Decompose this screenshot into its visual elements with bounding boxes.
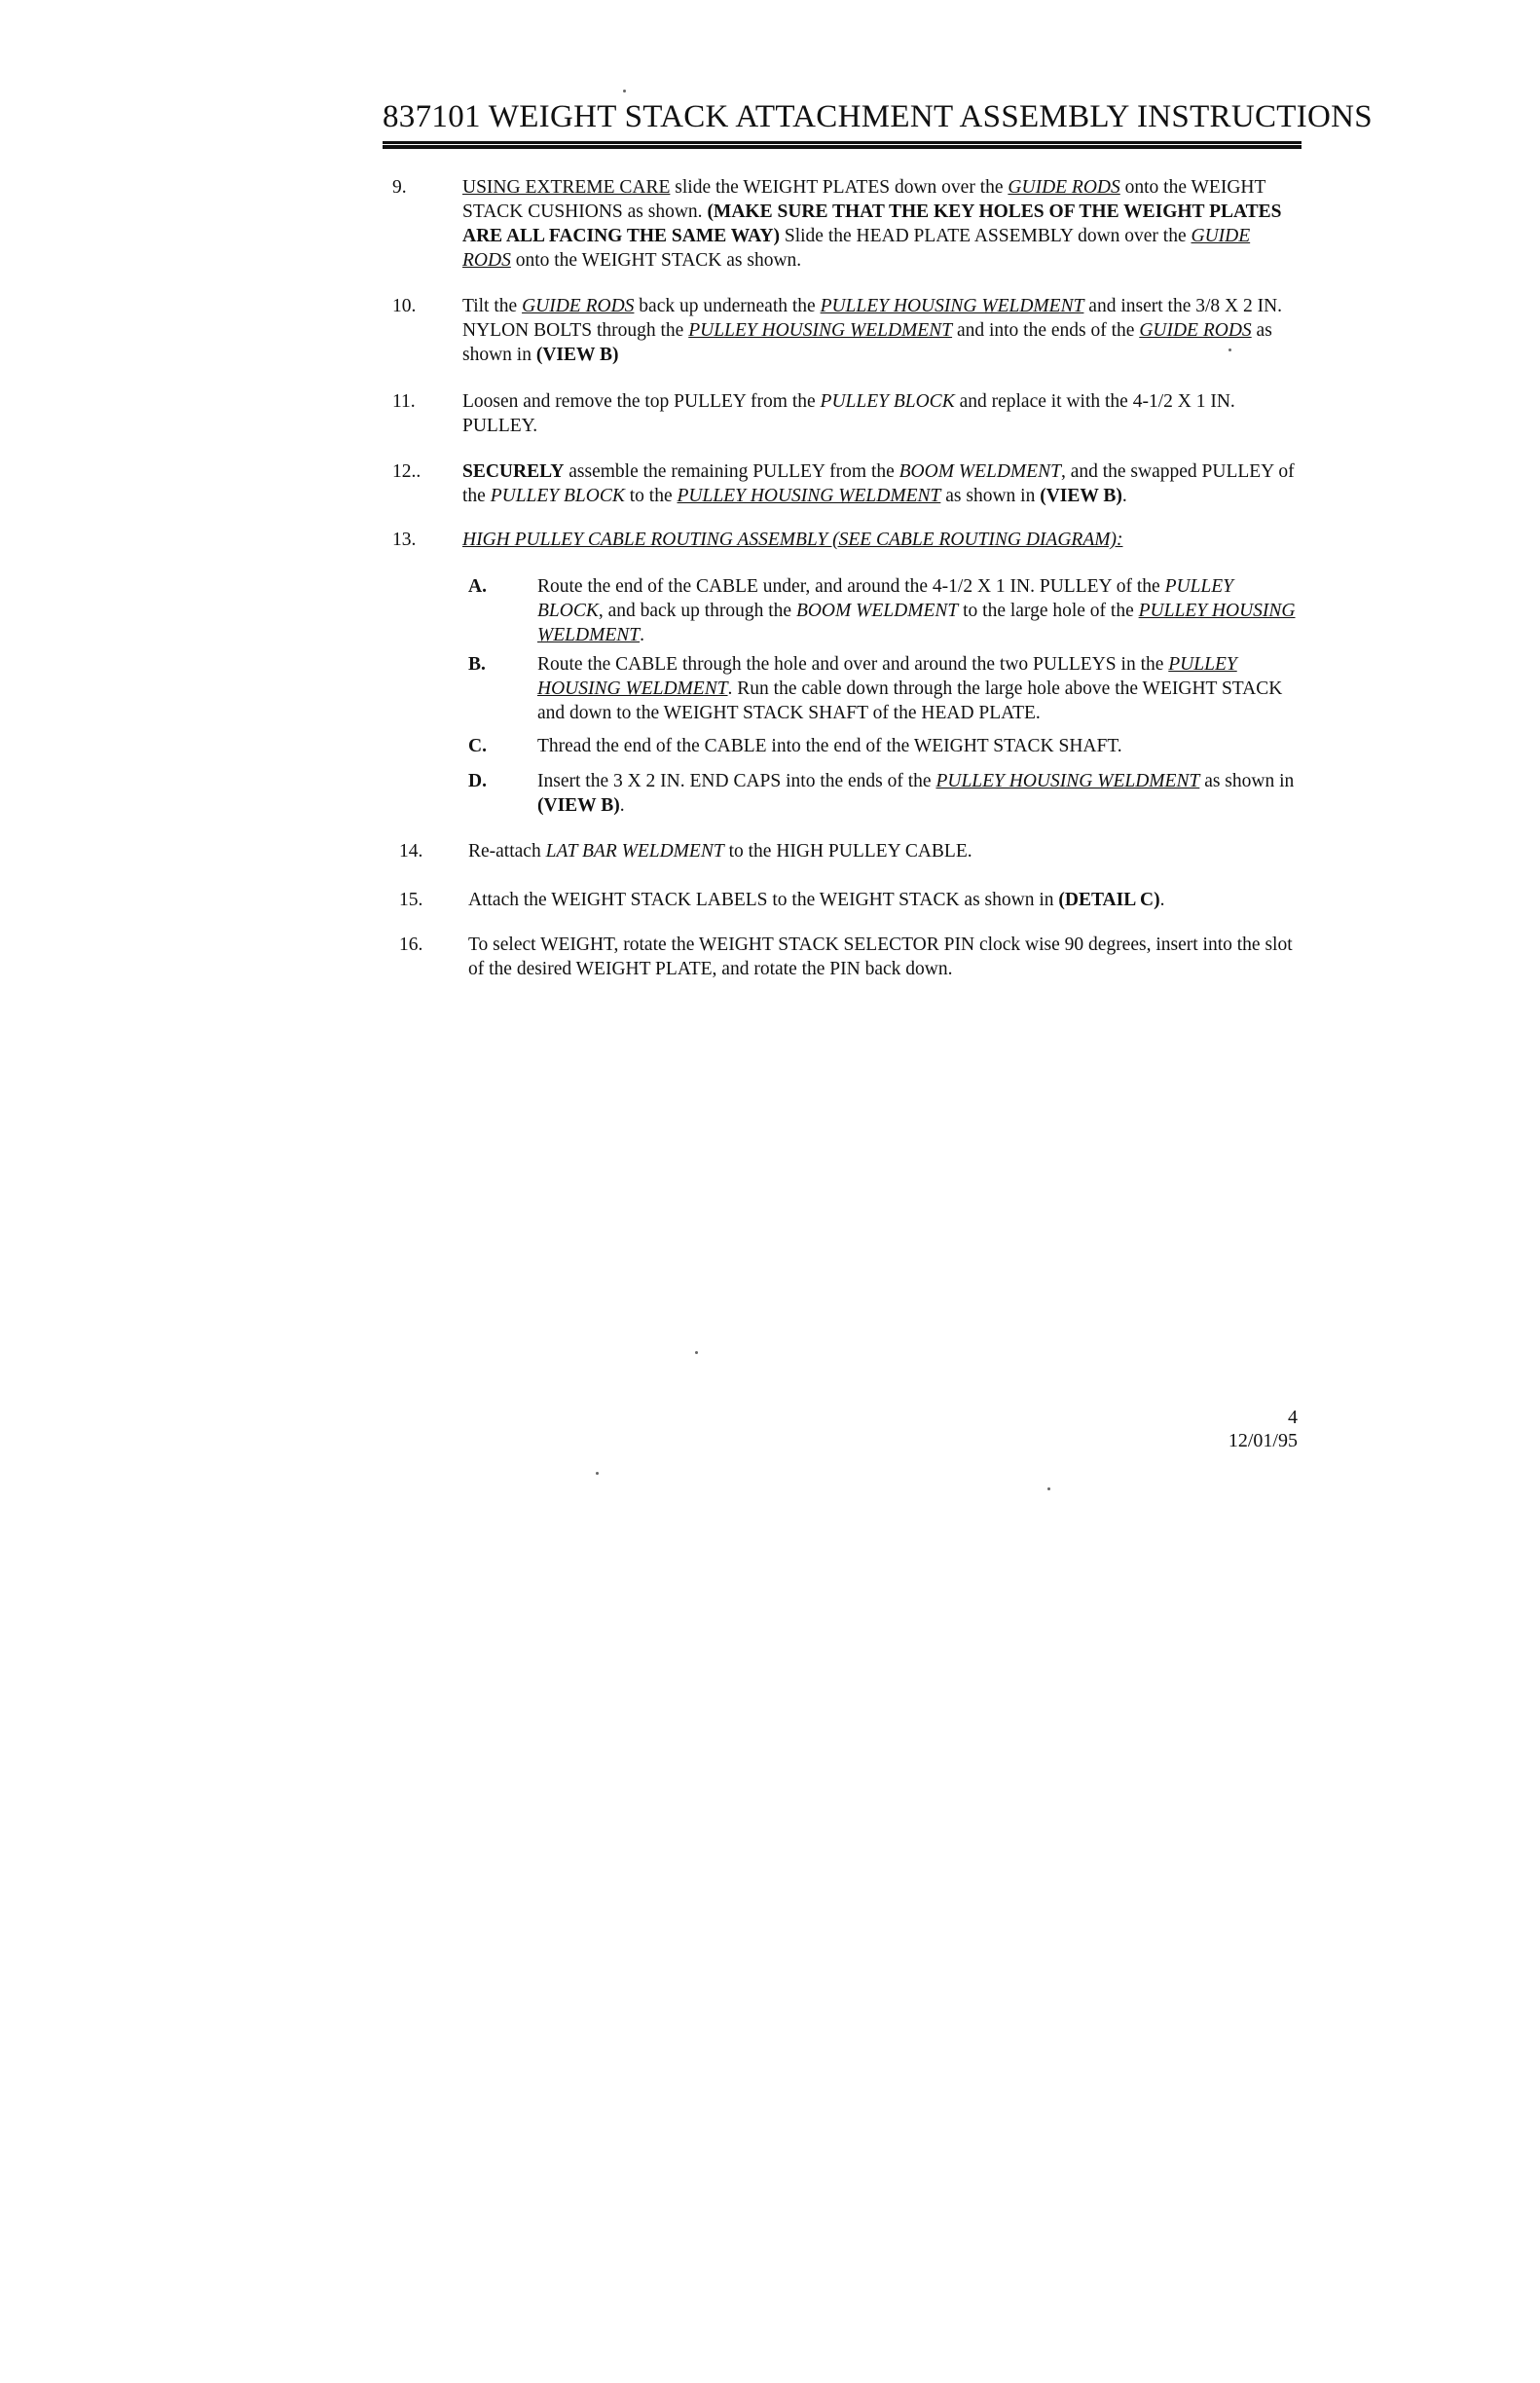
step-text-run: and insert the 3/8 X 2 IN. NYLON BOLTS through the	[462, 296, 1283, 341]
scan-speck	[596, 1472, 599, 1475]
step-text-run: Re-attach	[468, 841, 546, 862]
part-name: GUIDE RODS	[1008, 177, 1120, 198]
step-text	[462, 389, 1296, 438]
step-text-run: , and the swapped PULLEY of the	[462, 461, 1295, 506]
scan-speck	[1228, 348, 1231, 351]
scan-speck	[695, 1351, 698, 1354]
step-text	[468, 839, 1302, 863]
part-name: BOOM WELDMENT	[795, 601, 959, 621]
substep-letter: C.	[468, 736, 487, 756]
step-text	[462, 459, 1296, 508]
step-text-run: Route the end of the CABLE under, and around the 4-1/2 X 1 IN. PULLEY of the	[537, 576, 1165, 597]
step-number: 12..	[392, 461, 422, 482]
part-name: PULLEY HOUSING WELDMENT	[537, 654, 1237, 699]
step-text-run: and replace it with the 4-1/2 X 1 IN. PULLEY.	[462, 391, 1235, 436]
scan-speck	[1047, 1487, 1050, 1490]
step-text-run: to the HIGH PULLEY CABLE.	[723, 841, 972, 862]
view-reference: (VIEW B)	[1040, 486, 1122, 506]
part-name: LAT BAR WELDMENT	[545, 841, 724, 862]
step-number: 15.	[399, 890, 423, 910]
part-name: PULLEY BLOCK	[537, 576, 1234, 621]
part-name: PULLEY HOUSING WELDMENT	[935, 771, 1200, 791]
step-text	[462, 294, 1296, 367]
step-text-run: slide the WEIGHT PLATES down over the	[670, 177, 1008, 198]
step-text-run: as shown in	[462, 320, 1272, 365]
substep-letter: A.	[468, 576, 487, 597]
step-number: 16.	[399, 935, 423, 955]
part-name: GUIDE RODS	[522, 296, 635, 316]
part-name: GUIDE RODS	[1139, 320, 1252, 341]
step-text	[468, 888, 1302, 912]
view-reference: (VIEW B)	[535, 345, 619, 365]
step-text-run: To select WEIGHT, rotate the WEIGHT STACK SELECTOR PIN clock wise 90 degrees, insert into the slot of the desired WEIGHT PLATE, and rotate the PIN back down.	[468, 935, 1293, 979]
warning-text: (MAKE SURE THAT THE KEY HOLES OF THE WEIGHT PLATES ARE ALL FACING THE SAME WAY)	[462, 202, 1282, 246]
substep-text	[537, 734, 1297, 758]
substep-text	[537, 574, 1297, 647]
step-text-run: and into the ends of the	[952, 320, 1140, 341]
view-reference: (DETAIL C)	[1058, 890, 1160, 910]
part-name: PULLEY HOUSING WELDMENT	[688, 320, 953, 341]
step-heading	[462, 528, 1296, 552]
step-number: 10.	[392, 296, 417, 316]
revision-date: 12/01/95	[1228, 1430, 1298, 1451]
title-rule-thin	[383, 141, 1302, 144]
step-number: 11.	[392, 391, 416, 412]
part-name: PULLEY BLOCK	[490, 486, 625, 506]
step-text-run: .	[619, 795, 625, 816]
step-text-run: . Run the cable down through the large hole above the WEIGHT STACK and down to the WEIGHT STACK SHAFT of the HEAD PLATE.	[537, 678, 1283, 723]
title-rule-thick	[383, 145, 1302, 149]
step-text-run: to the large hole of the	[958, 601, 1139, 621]
step-text-run: Insert the 3 X 2 IN. END CAPS into the ends of the	[537, 771, 936, 791]
step-text-run: Attach the WEIGHT STACK LABELS to the WEIGHT STACK as shown in	[468, 890, 1059, 910]
step-text-run: to the	[624, 486, 678, 506]
part-name: PULLEY HOUSING WELDMENT	[820, 296, 1084, 316]
step-text-run: .	[1159, 890, 1165, 910]
section-heading: HIGH PULLEY CABLE ROUTING ASSEMBLY (SEE CABLE ROUTING DIAGRAM):	[462, 530, 1123, 550]
step-number: 13.	[392, 530, 417, 550]
page-number: 4	[1288, 1407, 1298, 1428]
step-text-run: onto the WEIGHT STACK as shown.	[510, 250, 802, 271]
scan-speck	[623, 90, 626, 92]
step-text-run: Slide the HEAD PLATE ASSEMBLY down over the	[779, 226, 1192, 246]
part-name: PULLEY HOUSING WELDMENT	[537, 601, 1296, 645]
step-text-run: Route the CABLE through the hole and over and around the two PULLEYS in the	[537, 654, 1169, 675]
step-text	[468, 933, 1296, 981]
part-name: GUIDE RODS	[462, 226, 1251, 271]
page-title: 837101 WEIGHT STACK ATTACHMENT ASSEMBLY INSTRUCTIONS	[383, 99, 1373, 134]
step-text-run: , and back up through the	[598, 601, 796, 621]
step-text	[462, 175, 1296, 273]
step-number: 9.	[392, 177, 407, 198]
substep-letter: B.	[468, 654, 486, 675]
step-text-run: assemble the remaining PULLEY from the	[564, 461, 899, 482]
emphasis-text: SECURELY	[462, 461, 565, 482]
step-text-run: back up underneath the	[634, 296, 821, 316]
part-name: PULLEY HOUSING WELDMENT	[677, 486, 941, 506]
substep-letter: D.	[468, 771, 487, 791]
substep-text	[537, 769, 1297, 818]
step-text-run: Loosen and remove the top PULLEY from the	[462, 391, 821, 412]
step-text-run: .	[640, 625, 644, 645]
step-text-run: as shown in	[1199, 771, 1295, 791]
emphasis-text: USING EXTREME CARE	[462, 177, 671, 198]
step-text-run: Thread the end of the CABLE into the end of the WEIGHT STACK SHAFT.	[537, 736, 1122, 756]
part-name: PULLEY BLOCK	[820, 391, 955, 412]
step-number: 14.	[399, 841, 423, 862]
part-name: BOOM WELDMENT	[898, 461, 1061, 482]
step-text-run: onto the WEIGHT STACK CUSHIONS as shown.	[462, 177, 1266, 222]
step-text-run: as shown in	[940, 486, 1041, 506]
step-text-run: Tilt the	[462, 296, 523, 316]
view-reference: (VIEW B)	[537, 795, 620, 816]
substep-text	[537, 652, 1297, 725]
step-text-run: .	[1121, 486, 1127, 506]
